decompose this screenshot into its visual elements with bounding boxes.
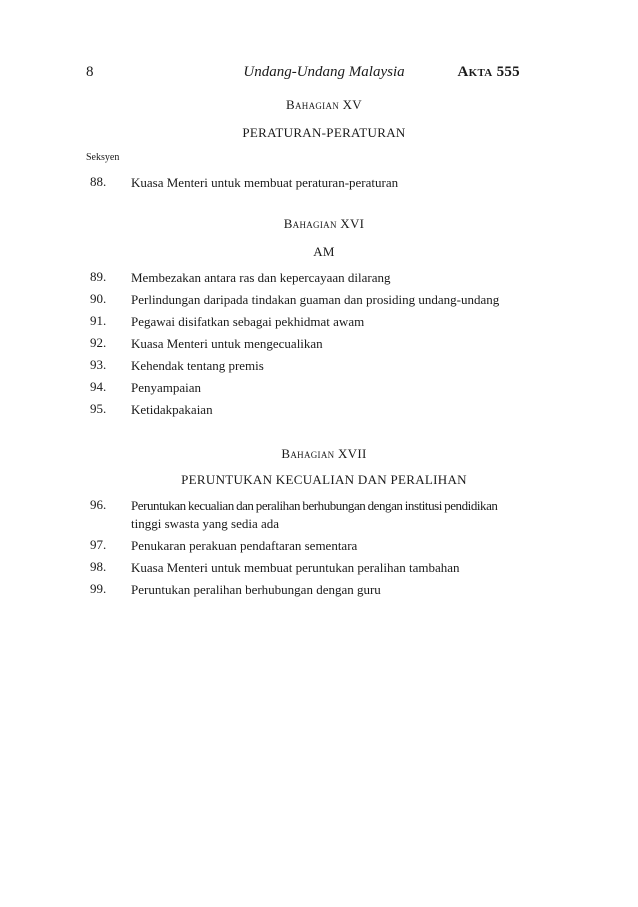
running-title: Undang-Undang Malaysia: [243, 64, 405, 80]
section-title: Membezakan antara ras dan kepercayaan dilarang: [131, 270, 391, 285]
section-title: Kuasa Menteri untuk mengecualikan: [131, 336, 323, 351]
section-title-line-2: tinggi swasta yang sedia ada: [131, 516, 280, 531]
section-title-line-1: Peruntukan kecualian dan peralihan berhubungan dengan institusi pendidikan: [131, 498, 498, 513]
section-title: Kehendak tentang premis: [131, 358, 264, 373]
section-title: Penyampaian: [131, 380, 202, 395]
section-title: Pegawai disifatkan sebagai pekhidmat awam: [131, 314, 365, 329]
part-17-title: PERUNTUKAN KECUALIAN DAN PERALIHAN: [181, 472, 467, 487]
section-title: Penukaran perakuan pendaftaran sementara: [131, 538, 358, 553]
section-title: Peruntukan peralihan berhubungan dengan guru: [131, 582, 381, 597]
section-number: 93.: [90, 357, 107, 372]
part-16-title: AM: [313, 244, 335, 259]
section-number: 98.: [90, 559, 107, 574]
section-number: 95.: [90, 401, 107, 416]
section-number: 92.: [90, 335, 107, 350]
section-title: Ketidakpakaian: [131, 402, 213, 417]
page-number: 8: [86, 64, 94, 80]
part-15-title: PERATURAN-PERATURAN: [242, 125, 406, 140]
act-label: Akta 555: [457, 64, 520, 80]
seksyen-label: Seksyen: [86, 152, 120, 163]
section-title: Kuasa Menteri untuk membuat peruntukan peralihan tambahan: [131, 560, 460, 575]
section-title: Perlindungan daripada tindakan guaman dan prosiding undang-undang: [131, 292, 500, 307]
part-16-heading: Bahagian XVI: [283, 216, 365, 231]
section-number: 90.: [90, 291, 107, 306]
section-title: Kuasa Menteri untuk membuat peraturan-peraturan: [131, 175, 399, 190]
part-15-heading: Bahagian XV: [286, 97, 362, 112]
section-number: 88.: [90, 174, 107, 189]
section-title: [131, 497, 521, 533]
section-number: 96.: [90, 497, 107, 512]
section-number: 97.: [90, 537, 107, 552]
section-number: 89.: [90, 269, 107, 284]
part-17-heading: Bahagian XVII: [281, 446, 367, 461]
section-number: 99.: [90, 581, 107, 596]
section-number: 94.: [90, 379, 107, 394]
section-number: 91.: [90, 313, 107, 328]
